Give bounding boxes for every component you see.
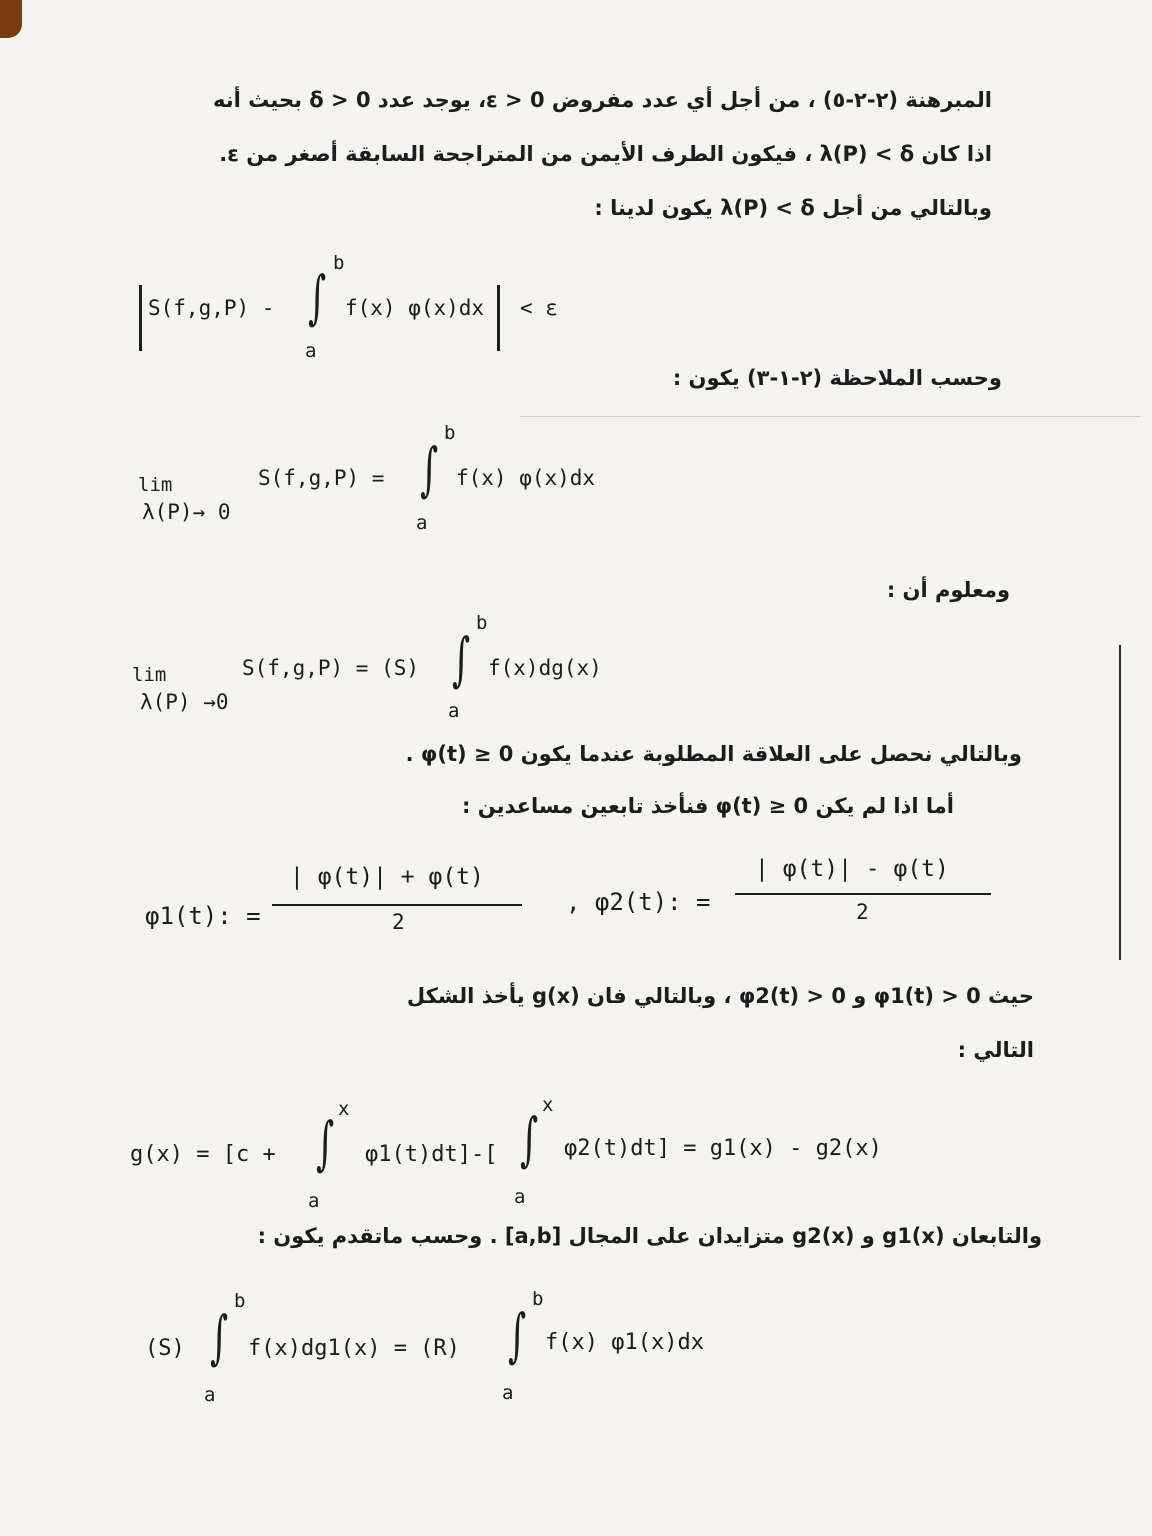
text-line-6: وبالتالي نحصل على العلاقة المطلوبة عندما يكون φ(t) ≥ 0 . — [405, 742, 1022, 766]
eq2-integrand: f(x) φ(x)dx — [456, 466, 596, 490]
eq5-lower-limit-2: a — [514, 1186, 526, 1208]
eq5-integral-sign-2: ∫ — [520, 1105, 539, 1173]
eq2-lim: lim — [138, 474, 173, 496]
eq2-lower-limit: a — [416, 512, 428, 534]
eq3-integral-sign: ∫ — [452, 625, 471, 693]
eq3-lim-subscript: λ(P) →0 — [140, 690, 229, 714]
text-line-8: حيث φ1(t) > 0 و φ2(t) > 0 ، وبالتالي فان g(x) يأخذ الشكل — [406, 984, 1034, 1008]
eq5-part-b: φ1(t)dt]-[ — [365, 1142, 498, 1167]
phi1-denominator: 2 — [392, 910, 405, 934]
eq6-upper-limit-1: b — [234, 1290, 246, 1312]
page-corner-mark — [0, 0, 22, 38]
eq2-integral-sign: ∫ — [420, 435, 439, 503]
phi2-numerator: | φ(t)| - φ(t) — [755, 856, 949, 882]
eq6-integral-sign-2: ∫ — [508, 1301, 527, 1369]
eq3-integrand: f(x)dg(x) — [488, 656, 602, 680]
eq5-upper-limit-2: x — [542, 1094, 554, 1116]
eq1-left: S(f,g,P) - — [148, 296, 275, 320]
eq6-integral-sign-1: ∫ — [210, 1303, 229, 1371]
text-line-3: وبالتالي من أجل λ(P) < δ يكون لدينا : — [594, 196, 992, 220]
eq6-part-c: f(x) φ1(x)dx — [545, 1330, 704, 1355]
abs-bar-right — [497, 285, 500, 351]
eq1-integral-sign: ∫ — [308, 263, 327, 331]
text-line-10: والتابعان g1(x) و g2(x) متزايدان على المجال [a,b] . وحسب ماتقدم يكون : — [257, 1224, 1042, 1248]
text-line-2: اذا كان λ(P) < δ ، فيكون الطرف الأيمن من المتراجحة السابقة أصغر من ε. — [219, 142, 992, 166]
scan-line — [520, 416, 1140, 417]
eq2-upper-limit: b — [444, 422, 456, 444]
phi1-fraction-bar — [272, 904, 522, 906]
text-line-4: وحسب الملاحظة (٢-١-٣) يكون : — [672, 366, 1002, 390]
phi1-numerator: | φ(t)| + φ(t) — [290, 864, 484, 890]
eq5-lower-limit-1: a — [308, 1190, 320, 1212]
eq3-lower-limit: a — [448, 700, 460, 722]
eq5-part-c: φ2(t)dt] = g1(x) - g2(x) — [564, 1136, 882, 1161]
text-line-5: ومعلوم أن : — [886, 578, 1010, 602]
eq6-lower-limit-1: a — [204, 1384, 216, 1406]
eq5-upper-limit-1: x — [338, 1098, 350, 1120]
eq3-lim: lim — [132, 664, 167, 686]
eq5-integral-sign-1: ∫ — [316, 1109, 335, 1177]
eq1-upper-limit: b — [333, 252, 345, 274]
eq3-expression: S(f,g,P) = (S) — [242, 656, 420, 680]
text-line-1: المبرهنة (٢-٢-٥) ، من أجل أي عدد مفروض ε > 0، يوجد عدد δ > 0 بحيث أنه — [213, 88, 992, 112]
phi2-denominator: 2 — [856, 900, 869, 924]
abs-bar-left — [139, 285, 142, 351]
phi2-fraction-bar — [735, 893, 991, 895]
eq2-expression: S(f,g,P) = — [258, 466, 385, 490]
eq1-integrand: f(x) φ(x)dx — [345, 296, 485, 320]
eq1-lower-limit: a — [305, 340, 317, 362]
phi1-label: φ1(t): = — [145, 902, 261, 930]
eq2-lim-subscript: λ(P)→ 0 — [142, 500, 231, 524]
text-line-9: التالي : — [957, 1038, 1034, 1062]
eq6-upper-limit-2: b — [532, 1288, 544, 1310]
text-line-7: أما اذا لم يكن φ(t) ≥ 0 فنأخذ تابعين مساعدين : — [462, 794, 954, 818]
eq1-right: < ε — [520, 296, 558, 320]
eq6-part-a: (S) — [145, 1336, 185, 1361]
eq6-lower-limit-2: a — [502, 1382, 514, 1404]
eq5-part-a: g(x) = [c + — [130, 1142, 276, 1167]
eq6-part-b: f(x)dg1(x) = (R) — [248, 1336, 460, 1361]
eq3-upper-limit: b — [476, 612, 488, 634]
phi2-label: , φ2(t): = — [566, 888, 711, 916]
margin-line — [1119, 645, 1121, 960]
